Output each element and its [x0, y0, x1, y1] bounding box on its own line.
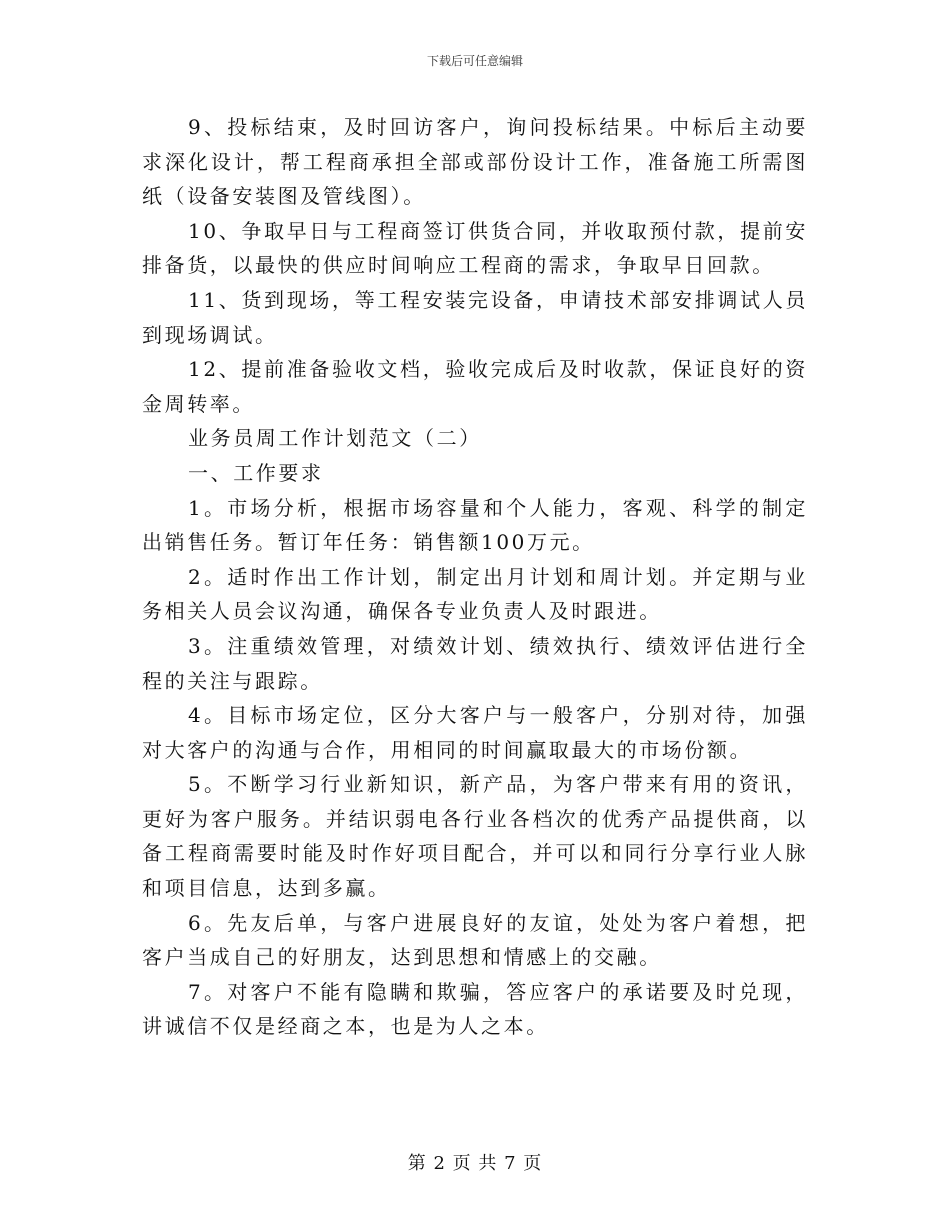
requirement-item-2: 2。适时作出工作计划，制定出月计划和周计划。并定期与业务相关人员会议沟通，确保各专业负责人及时跟进。	[142, 564, 808, 624]
document-body	[142, 110, 808, 1044]
requirement-item-3: 3。注重绩效管理，对绩效计划、绩效执行、绩效评估进行全程的关注与跟踪。	[142, 633, 808, 693]
requirement-item-1: 1。市场分析，根据市场容量和个人能力，客观、科学的制定出销售任务。暂订年任务：销售额100万元。	[142, 495, 808, 555]
page-footer	[0, 1149, 950, 1175]
paragraph-item-11: 11、货到现场，等工程安装完设备，申请技术部安排调试人员到现场调试。	[142, 287, 808, 347]
paragraph-item-9: 9、投标结束，及时回访客户，询问投标结果。中标后主动要求深化设计，帮工程商承担全部或部份设计工作，准备施工所需图纸（设备安装图及管线图）。	[142, 115, 808, 209]
paragraph-item-10: 10、争取早日与工程商签订供货合同，并收取预付款，提前安排备货，以最快的供应时间响应工程商的需求，争取早日回款。	[142, 218, 808, 278]
section-heading-requirements: 一、工作要求	[188, 460, 324, 485]
requirement-item-4: 4。目标市场定位，区分大客户与一般客户，分别对待，加强对大客户的沟通与合作，用相同的时间赢取最大的市场份额。	[142, 703, 808, 762]
section-title: 业务员周工作计划范文（二）	[188, 426, 482, 451]
page-header: 下载后可任意编辑	[426, 54, 523, 68]
footer-suffix: 页	[523, 1153, 543, 1174]
footer-total-pages: 7	[504, 1153, 517, 1174]
requirement-item-5: 5。不断学习行业新知识，新产品，为客户带来有用的资讯，更好为客户服务。并结识弱电各行业各档次的优秀产品提供商，以备工程商需要时能及时作好项目配合，并可以和同行分享行业人脉和项目信息，达到多赢。	[142, 772, 808, 901]
requirement-item-7: 7。对客户不能有隐瞒和欺骗，答应客户的承诺要及时兑现，讲诚信不仅是经商之本，也是为人之本。	[142, 979, 808, 1039]
paragraph-item-12: 12、提前准备验收文档，验收完成后及时收款，保证良好的资金周转率。	[142, 357, 808, 416]
requirement-item-6: 6。先友后单，与客户进展良好的友谊，处处为客户着想，把客户当成自己的好朋友，达到思想和情感上的交融。	[142, 910, 808, 970]
footer-prefix: 第	[407, 1153, 427, 1174]
footer-current-page: 2	[433, 1153, 446, 1174]
footer-middle: 页 共	[452, 1153, 498, 1174]
